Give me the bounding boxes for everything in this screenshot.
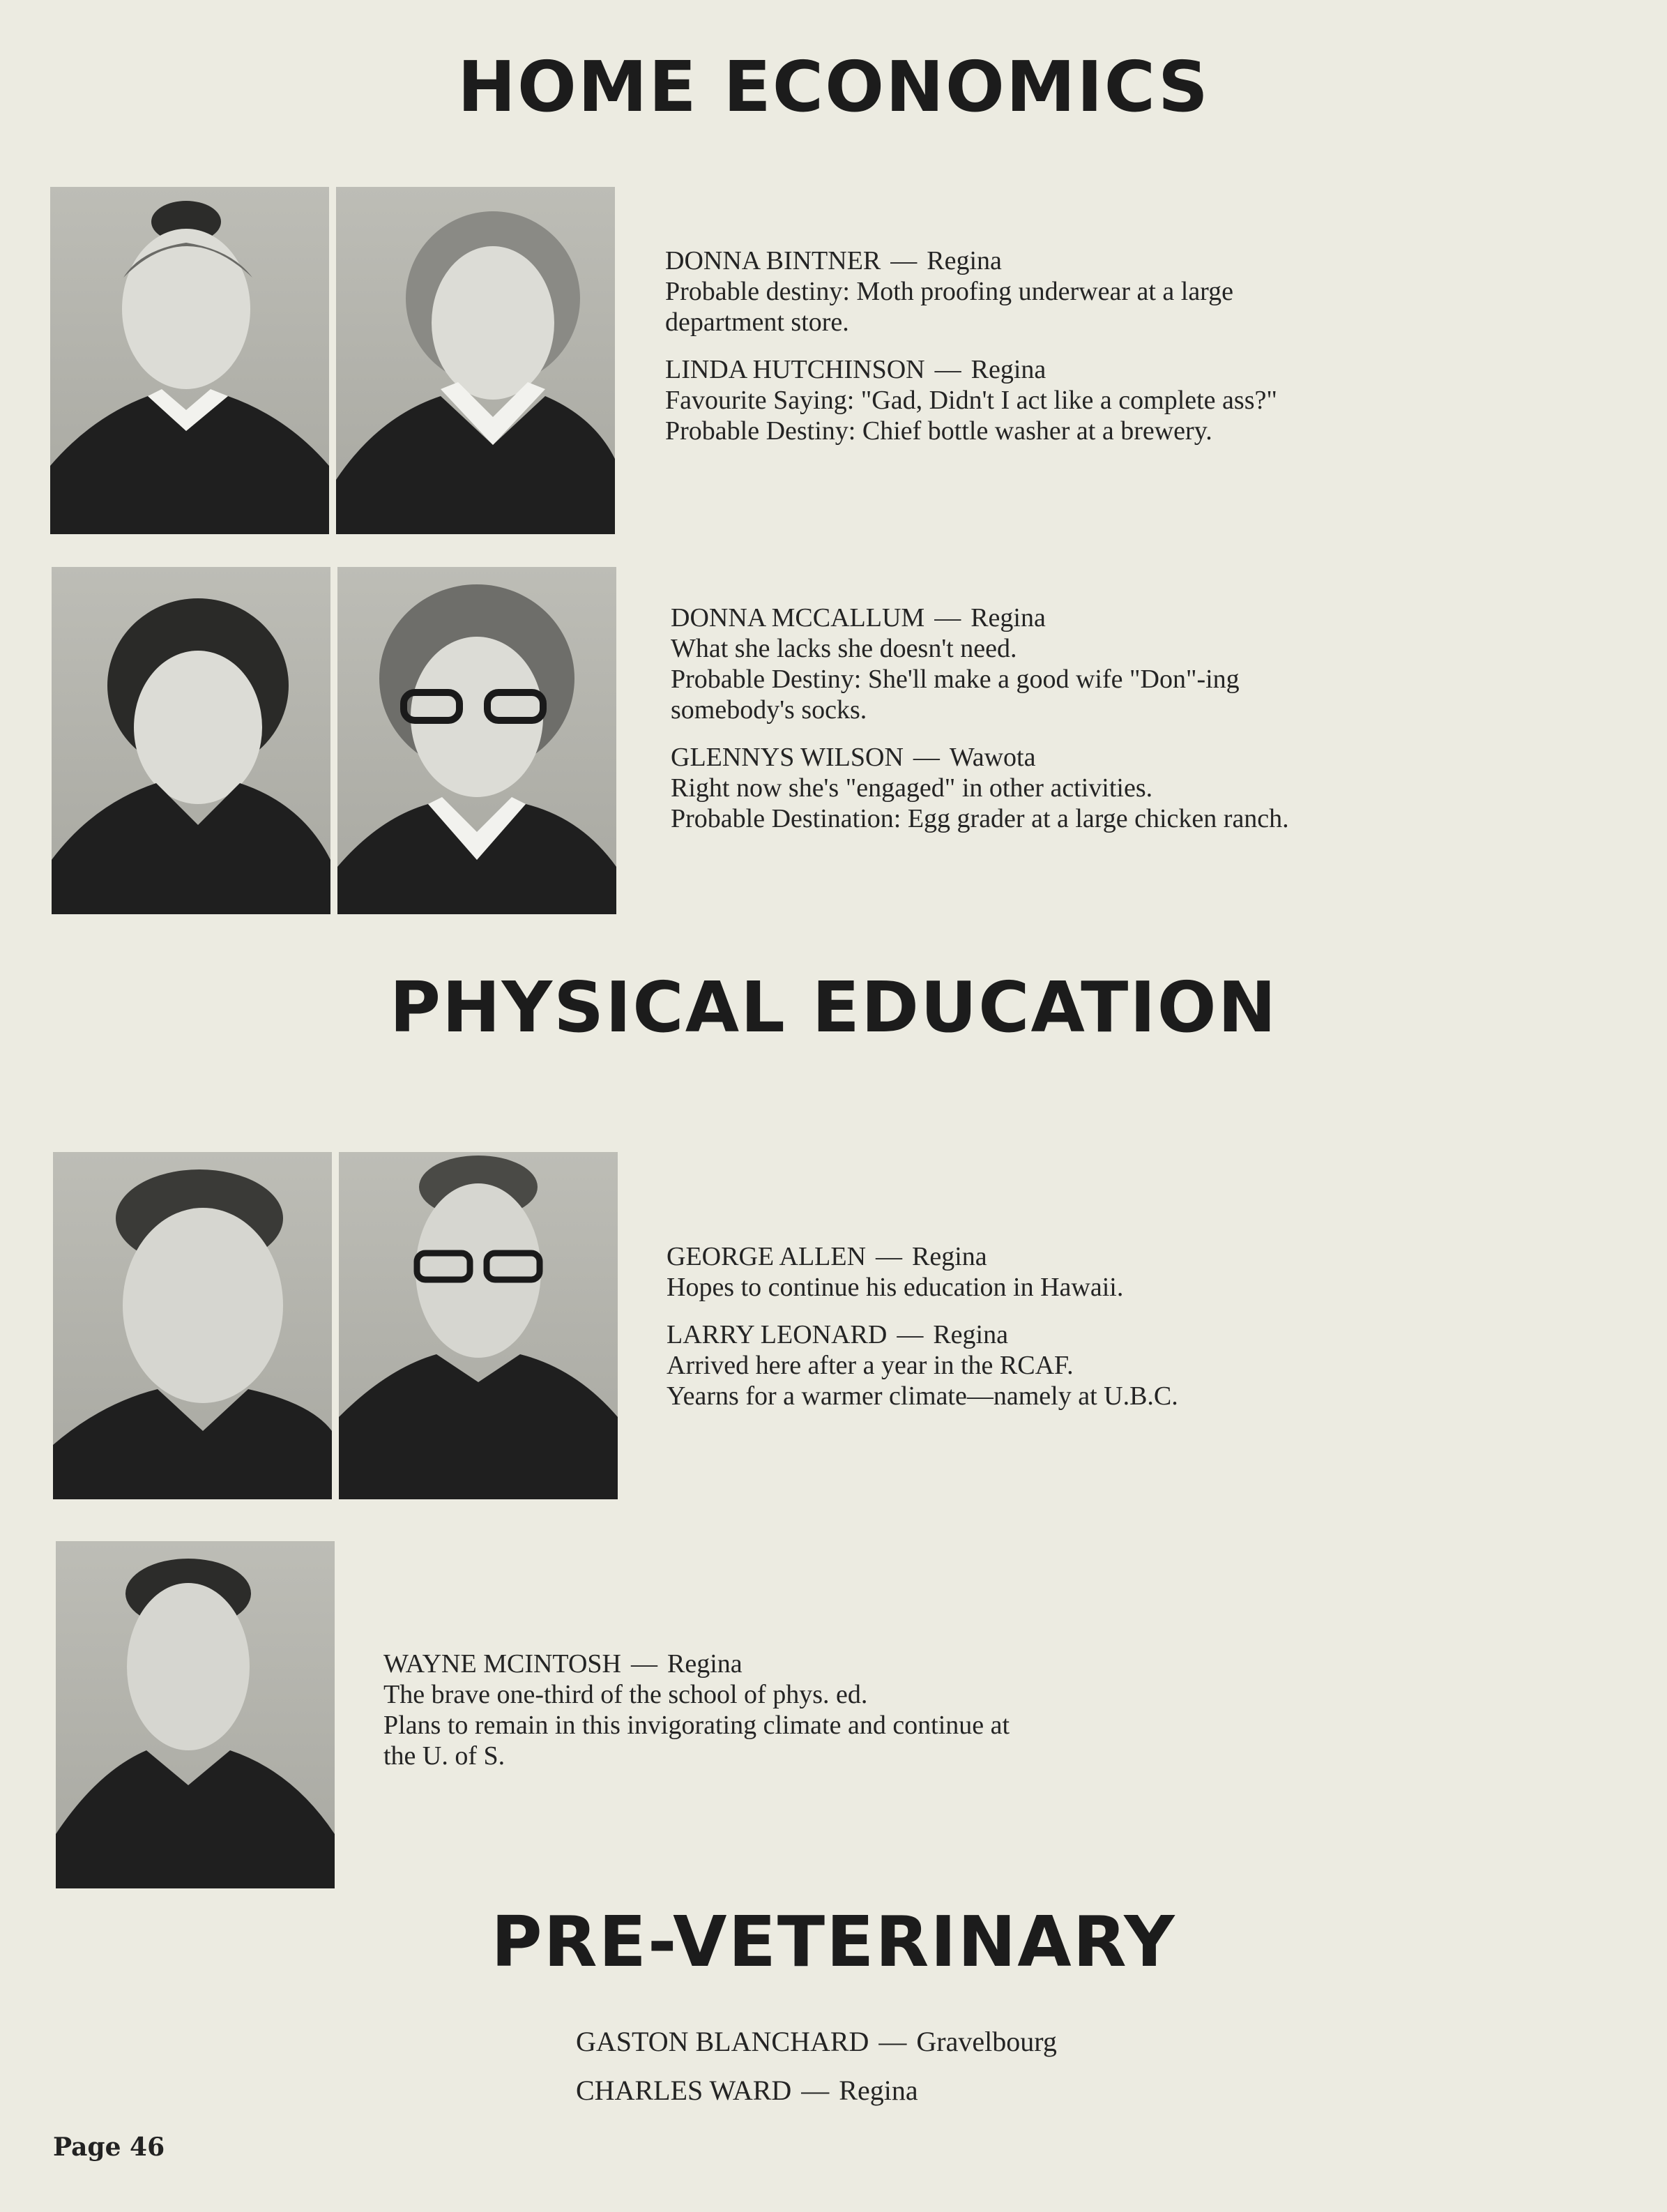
student-description: Favourite Saying: "Gad, Didn't I act like a complete ass?": [665, 386, 1277, 415]
student-name: CHARLES WARD: [576, 2075, 792, 2106]
portrait-silhouette-icon: [52, 567, 330, 914]
student-name: WAYNE MCINTOSH: [383, 1649, 621, 1679]
student-description: Right now she's "engaged" in other activities.: [671, 773, 1153, 803]
student-hometown: Regina: [927, 246, 1002, 275]
student-description: Probable Destination: Egg grader at a large chicken ranch.: [671, 804, 1289, 833]
portrait-silhouette-icon: [50, 187, 329, 534]
student-description: Hopes to continue his education in Hawaii.: [667, 1273, 1124, 1302]
portrait-photo-glennys-wilson: [337, 567, 616, 914]
student-entry: [671, 603, 1319, 725]
student-hometown: Regina: [970, 603, 1046, 632]
portrait-silhouette-icon: [53, 1152, 332, 1499]
student-entry: [671, 742, 1319, 834]
portrait-silhouette-icon: [56, 1541, 335, 1888]
student-description: Probable destiny: Moth proofing underwear at a large department store.: [665, 277, 1234, 337]
student-hometown: Regina: [970, 355, 1046, 384]
student-description: Yearns for a warmer climate—namely at U.B.C.: [667, 1381, 1178, 1411]
entries-home-economics-2: [671, 603, 1319, 851]
dash: —: [876, 1242, 903, 1271]
student-hometown: Regina: [667, 1649, 743, 1679]
student-description: The brave one-third of the school of phys. ed.: [383, 1680, 868, 1709]
student-description: What she lacks she doesn't need.: [671, 634, 1017, 663]
student-description: Arrived here after a year in the RCAF.: [667, 1351, 1074, 1380]
student-entry: [576, 2074, 918, 2107]
student-name: GLENNYS WILSON: [671, 743, 904, 772]
student-description: Plans to remain in this invigorating climate and continue at the U. of S.: [383, 1711, 1010, 1771]
dash: —: [890, 246, 918, 275]
section-title-physical-education: PHYSICAL EDUCATION: [389, 967, 1278, 1048]
student-name: GASTON BLANCHARD: [576, 2026, 869, 2057]
dash: —: [913, 743, 940, 772]
student-hometown: Regina: [912, 1242, 987, 1271]
portrait-photo-wayne-mcintosh: [56, 1541, 335, 1888]
student-entry: [576, 2025, 1057, 2058]
dash: —: [878, 2026, 907, 2057]
student-entry: [383, 1649, 1039, 1771]
portrait-silhouette-icon: [339, 1152, 618, 1499]
page-number: Page 46: [53, 2133, 165, 2162]
student-name: DONNA MCCALLUM: [671, 603, 925, 632]
student-hometown: Regina: [839, 2075, 918, 2106]
portrait-photo-donna-mccallum: [52, 567, 330, 914]
portrait-photo-george-allen: [53, 1152, 332, 1499]
student-entry: [665, 354, 1314, 446]
entries-home-economics-1: [665, 245, 1314, 463]
entries-physical-education-2: [383, 1649, 1039, 1788]
student-entry: [667, 1241, 1315, 1303]
portrait-silhouette-icon: [337, 567, 616, 914]
student-entry: [665, 245, 1314, 338]
portrait-silhouette-icon: [336, 187, 615, 534]
student-name: LARRY LEONARD: [667, 1320, 888, 1349]
student-name: LINDA HUTCHINSON: [665, 355, 925, 384]
portrait-photo-linda-hutchinson: [336, 187, 615, 534]
portrait-photo-larry-leonard: [339, 1152, 618, 1499]
section-title-pre-veterinary: PRE-VETERINARY: [491, 1901, 1176, 1983]
student-hometown: Regina: [933, 1320, 1008, 1349]
dash: —: [801, 2075, 830, 2106]
section-title-home-economics: HOME ECONOMICS: [457, 46, 1210, 128]
entries-physical-education-1: [667, 1241, 1315, 1428]
student-hometown: Wawota: [949, 743, 1036, 772]
dash: —: [934, 355, 961, 384]
student-description: Probable Destiny: She'll make a good wife "Don"-ing somebody's socks.: [671, 665, 1240, 725]
portrait-photo-donna-bintner: [50, 187, 329, 534]
student-hometown: Gravelbourg: [916, 2026, 1057, 2057]
student-description: Probable Destiny: Chief bottle washer at a brewery.: [665, 416, 1212, 446]
student-entry: [667, 1319, 1315, 1411]
dash: —: [934, 603, 961, 632]
student-name: DONNA BINTNER: [665, 246, 881, 275]
dash: —: [897, 1320, 924, 1349]
student-name: GEORGE ALLEN: [667, 1242, 867, 1271]
dash: —: [630, 1649, 657, 1679]
